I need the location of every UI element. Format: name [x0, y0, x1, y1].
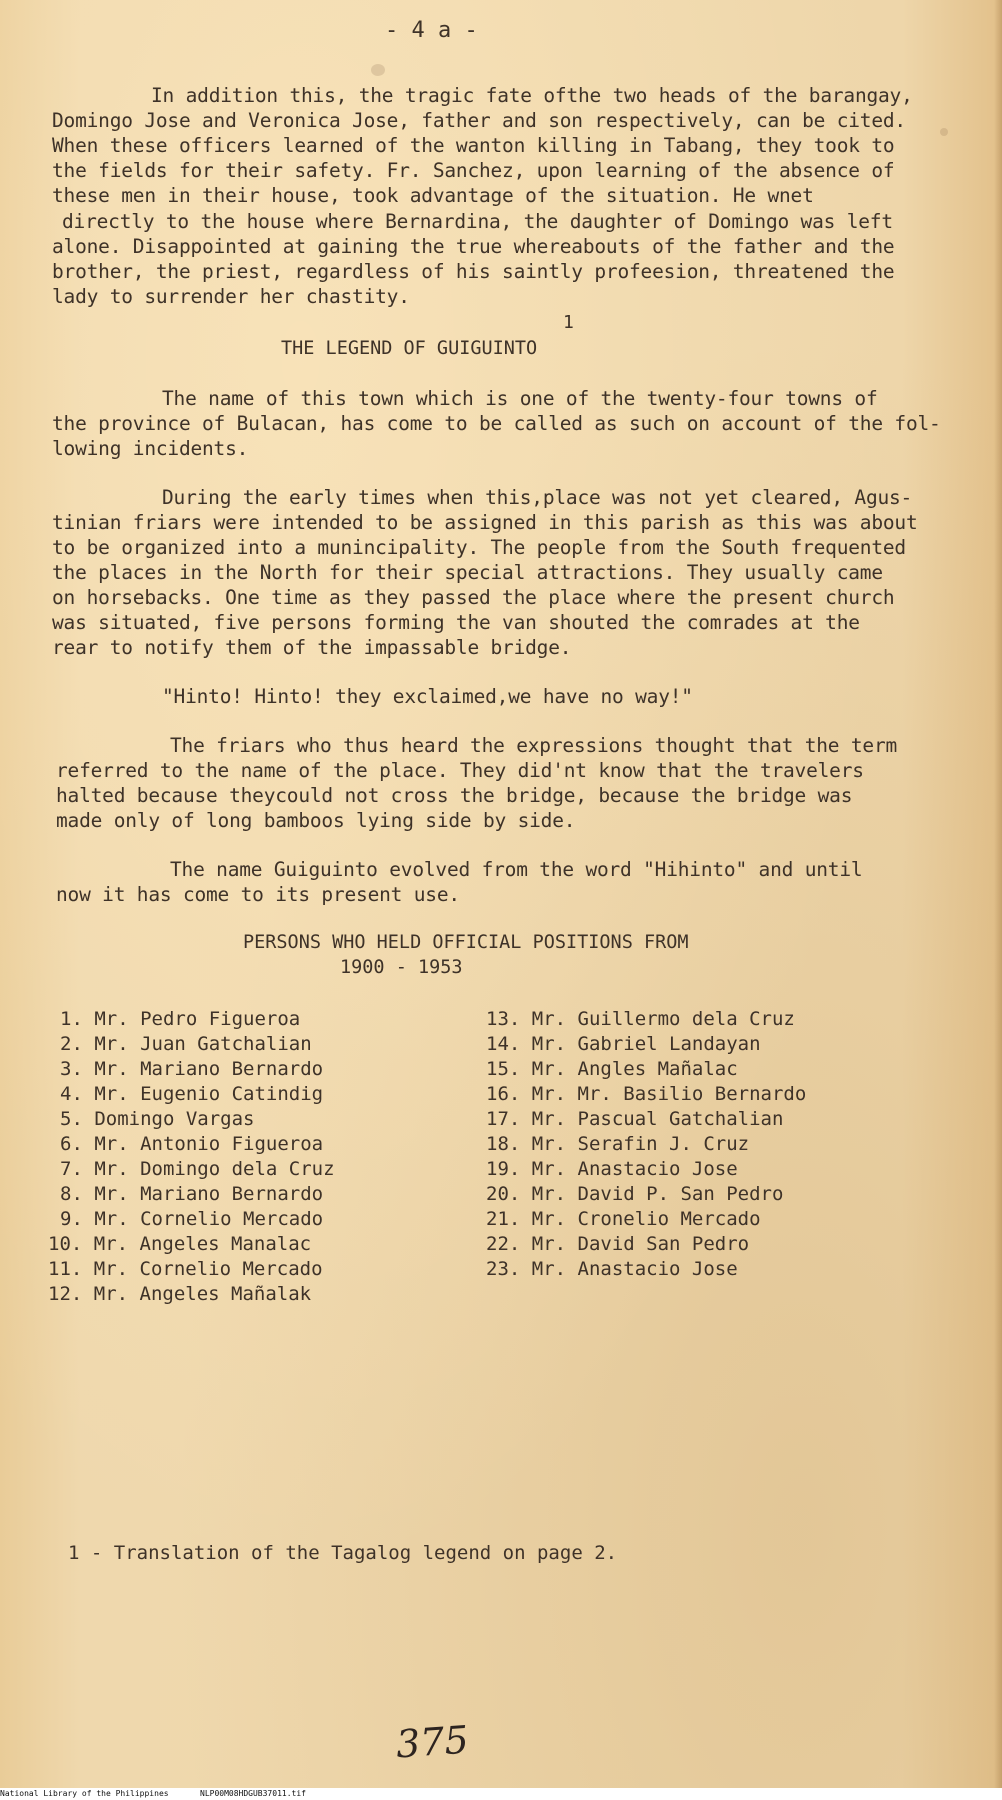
official-entry: 7. Mr. Domingo dela Cruz [60, 1158, 335, 1180]
footnote: 1 - Translation of the Tagalog legend on page 2. [68, 1542, 618, 1564]
official-entry: 21. Mr. Cronelio Mercado [486, 1208, 761, 1230]
quote-line: "Hinto! Hinto! they exclaimed,we have no way!" [162, 685, 693, 708]
official-entry: 23. Mr. Anastacio Jose [486, 1258, 738, 1280]
official-entry: 9. Mr. Cornelio Mercado [60, 1208, 324, 1230]
text-line: to be organized into a munincipality. The people from the South frequented [52, 536, 906, 559]
legend-heading: THE LEGEND OF GUIGUINTO [281, 338, 538, 359]
library-credit: National Library of the Philippines [0, 1789, 169, 1798]
text-line: now it has come to its present use. [56, 883, 460, 906]
officials-heading: PERSONS WHO HELD OFFICIAL POSITIONS FROM [243, 932, 689, 953]
official-entry: 19. Mr. Anastacio Jose [486, 1158, 738, 1180]
text-line: the fields for their safety. Fr. Sanchez, upon learning of the absence of [52, 159, 895, 182]
handwritten-page-number: 375 [394, 1717, 470, 1767]
text-line: The friars who thus heard the expressions thought that the term [170, 734, 898, 757]
ink-smudge [940, 128, 948, 136]
official-entry: 16. Mr. Mr. Basilio Bernardo [486, 1083, 807, 1105]
official-entry: 17. Mr. Pascual Gatchalian [486, 1108, 784, 1130]
official-entry: 18. Mr. Serafin J. Cruz [486, 1133, 750, 1155]
text-line: brother, the priest, regardless of his saintly profeesion, threatened the [52, 260, 895, 283]
text-line: the places in the North for their special attractions. They usually came [52, 561, 883, 584]
official-entry: 15. Mr. Angles Mañalac [486, 1058, 738, 1080]
text-line: the province of Bulacan, has come to be called as such on account of the fol- [52, 412, 941, 435]
official-entry: 14. Mr. Gabriel Landayan [486, 1033, 761, 1055]
text-line: tinian friars were intended to be assigned in this parish as this was about [52, 511, 918, 534]
official-entry: 3. Mr. Mariano Bernardo [60, 1058, 324, 1080]
text-line: alone. Disappointed at gaining the true whereabouts of the father and the [52, 235, 895, 258]
text-line: halted because theycould not cross the bridge, because the bridge was [56, 784, 853, 807]
text-line: When these officers learned of the wanton killing in Tabang, they took to [52, 134, 895, 157]
official-entry: 2. Mr. Juan Gatchalian [60, 1033, 312, 1055]
official-entry: 8. Mr. Mariano Bernardo [60, 1183, 324, 1205]
footnote-marker: 1 [563, 312, 574, 333]
official-entry: 22. Mr. David San Pedro [486, 1233, 750, 1255]
text-line: Domingo Jose and Veronica Jose, father and son respectively, can be cited. [52, 109, 906, 132]
officials-years: 1900 - 1953 [340, 957, 463, 978]
text-line: on horsebacks. One time as they passed the place where the present church [52, 586, 895, 609]
text-line: referred to the name of the place. They did'nt know that the travelers [56, 759, 864, 782]
text-line: rear to notify them of the impassable bridge. [52, 636, 572, 659]
text-line: these men in their house, took advantage of the situation. He wnet [52, 184, 814, 207]
official-entry: 11. Mr. Cornelio Mercado [48, 1258, 323, 1280]
official-entry: 12. Mr. Angeles Mañalak [48, 1283, 312, 1305]
text-line: lowing incidents. [52, 437, 249, 460]
official-entry: 5. Domingo Vargas [60, 1108, 255, 1130]
text-line: was situated, five persons forming the van shouted the comrades at the [52, 611, 860, 634]
official-entry: 20. Mr. David P. San Pedro [486, 1183, 784, 1205]
ink-smudge [371, 64, 385, 76]
text-line: lady to surrender her chastity. [52, 285, 410, 308]
official-entry: 10. Mr. Angeles Manalac [48, 1233, 312, 1255]
scan-filename: NLP00M08HDGUB37011.tif [200, 1789, 306, 1798]
text-line: During the early times when this,place was not yet cleared, Agus- [162, 486, 913, 509]
official-entry: 4. Mr. Eugenio Catindig [60, 1083, 324, 1105]
text-line: The name Guiguinto evolved from the word "Hihinto" and until [170, 858, 863, 881]
text-line: In addition this, the tragic fate ofthe two heads of the barangay, [151, 84, 913, 107]
page-number: - 4 a - [385, 18, 478, 43]
page-edge-shadow [994, 0, 1002, 1800]
official-entry: 6. Mr. Antonio Figueroa [60, 1133, 324, 1155]
text-line: made only of long bamboos lying side by side. [56, 809, 576, 832]
official-entry: 1. Mr. Pedro Figueroa [60, 1008, 301, 1030]
text-line: The name of this town which is one of the twenty-four towns of [162, 387, 878, 410]
text-line: directly to the house where Bernardina, the daughter of Domingo was left [62, 210, 893, 233]
official-entry: 13. Mr. Guillermo dela Cruz [486, 1008, 795, 1030]
